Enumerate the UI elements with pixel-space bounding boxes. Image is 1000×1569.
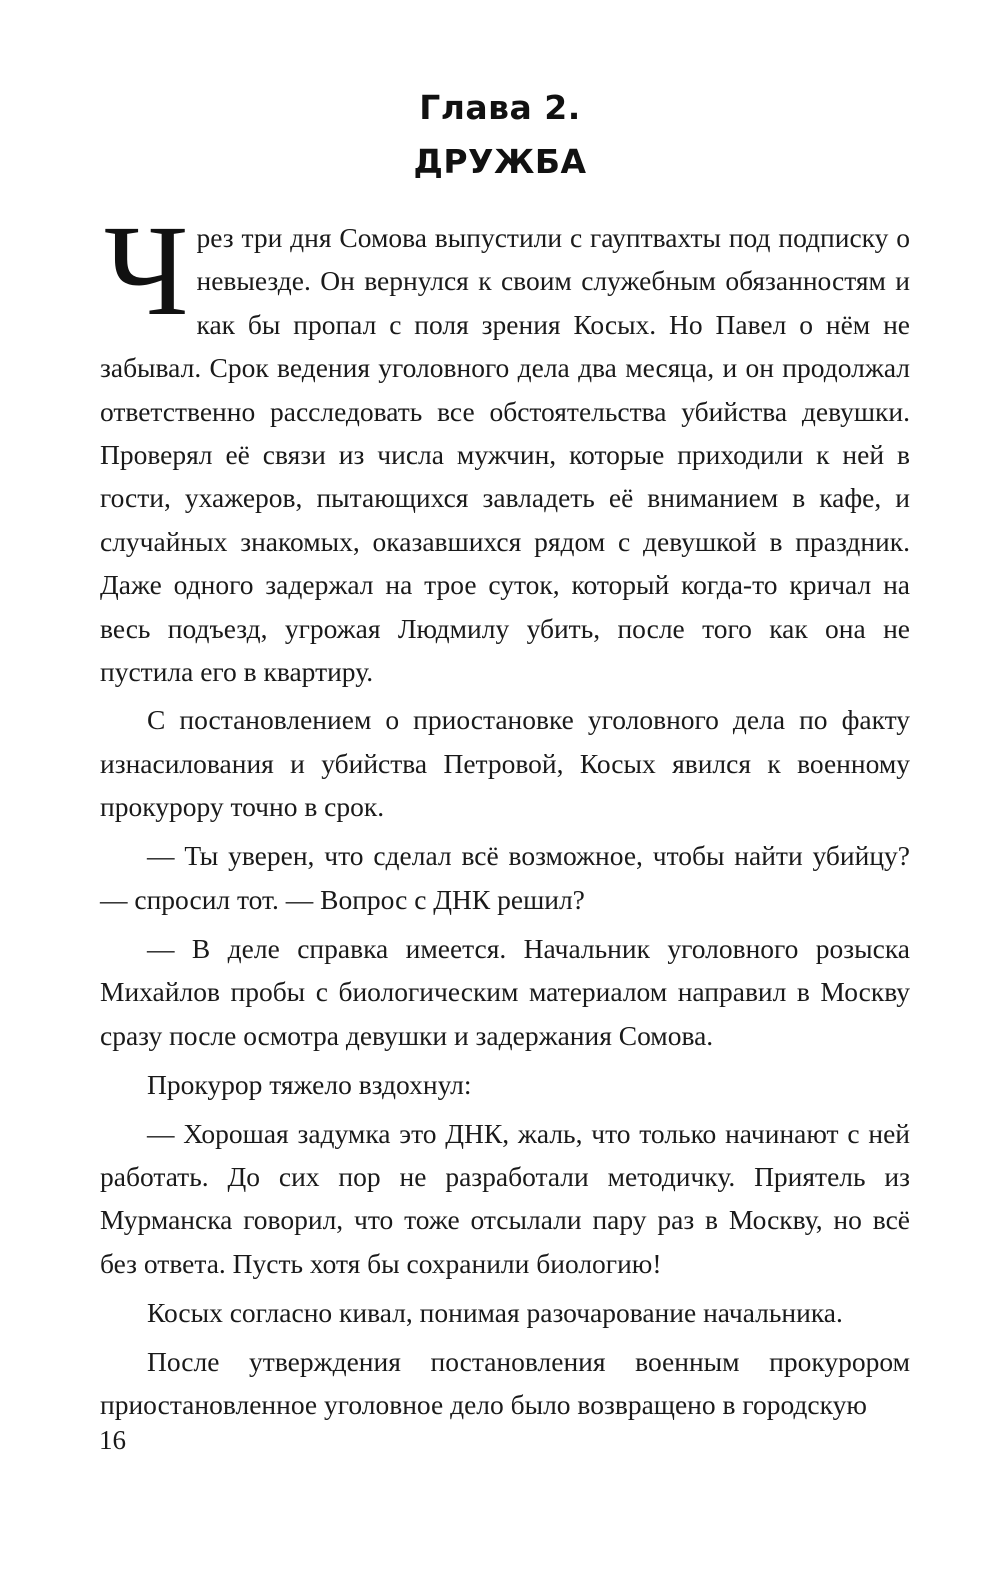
paragraph-1-text: рез три дня Сомова выпустили с гауптвахты под подписку о невыезде. Он вернулся к своим служебным обязанностям и как бы пропал с поля зрения Косых. Но Павел о нём не забывал. Срок ведения уголовного дела два месяца, и он продолжал ответственно расследовать все обстоятельства убийства девушки. Проверял её связи из числа мужчин, которые приходили к ней в гости, ухажеров, пытающихся завладеть её вниманием в кафе, и случайных знакомых, оказавшихся рядом с девушкой в праздник. Даже одного задержал на трое суток, который когда-то кричал на весь подъезд, угрожая Людмилу убить, после того как она не пустила его в квартиру. [100, 222, 910, 688]
chapter-title-heading: ДРУЖБА [413, 142, 587, 181]
drop-cap-letter: Ч [104, 199, 189, 343]
paragraph-4-dialogue: — В деле справка имеется. Начальник уголовного розыска Михайлов пробы с биологическим материалом направил в Москву сразу после осмотра девушки и задержания Сомова. [100, 932, 910, 1051]
paragraph-1 [100, 199, 910, 693]
paragraph-3-dialogue: — Ты уверен, что сделал всё возможное, чтобы найти убийцу? — спросил тот. — Вопрос с ДНК решил? [100, 840, 910, 915]
page-number: 16 [99, 1425, 126, 1455]
paragraph-7: Косых согласно кивал, понимая разочарование начальника. [147, 1296, 843, 1328]
paragraph-6-dialogue: — Хорошая задумка это ДНК, жаль, что только начинают с ней работать. До сих пор не разработали методичку. Приятель из Мурманска говорил, что тоже отсылали пару раз в Москву, но всё без ответа. Пусть хотя бы сохранили биологию! [100, 1117, 910, 1279]
paragraph-2: С постановлением о приостановке уголовного дела по факту изнасилования и убийства Петровой, Косых явился к военному прокурору точно в срок. [100, 704, 910, 823]
body-text [100, 199, 910, 1432]
paragraph-5: Прокурор тяжело вздохнул: [147, 1068, 472, 1100]
chapter-number-heading: Глава 2. [419, 88, 581, 127]
paragraph-8: После утверждения постановления военным прокурором приостановленное уголовное дело было возвращено в городскую [100, 1345, 910, 1421]
